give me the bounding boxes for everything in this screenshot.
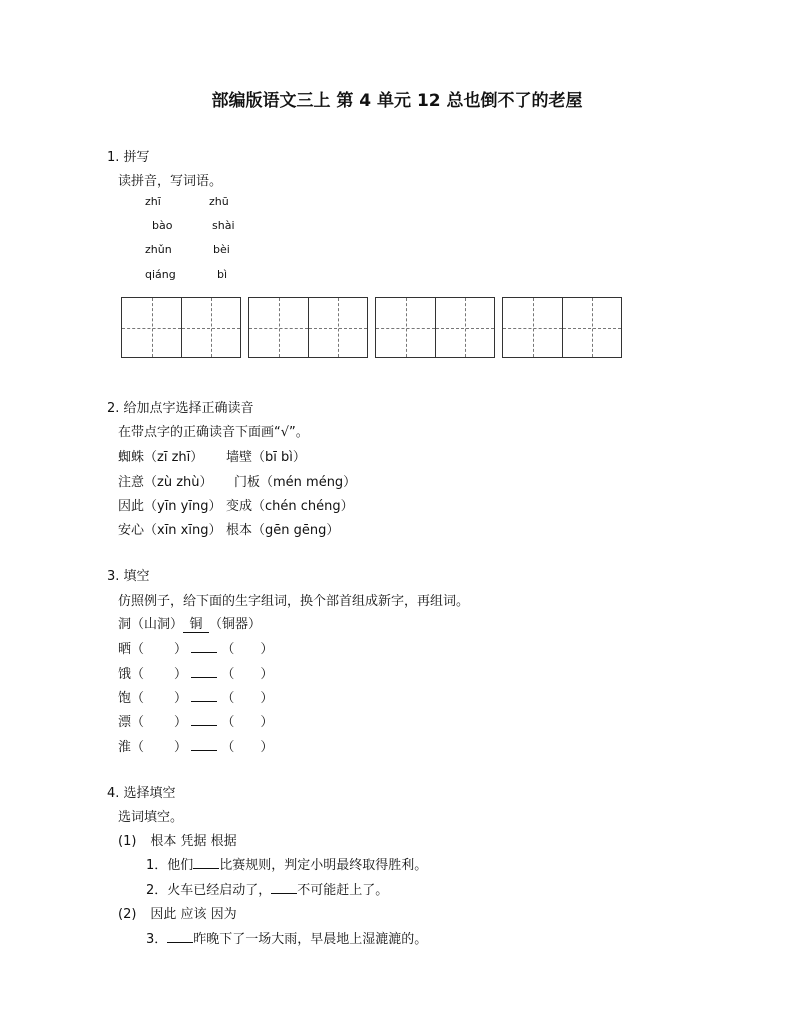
fill-blank[interactable] (271, 881, 297, 894)
writing-grid[interactable] (502, 297, 622, 358)
reading-choice: 墙壁（bī bì） (226, 450, 306, 465)
example-answer: 铜 (183, 618, 209, 633)
q2-instruction: 在带点字的正确读音下面画“√”。 (118, 425, 309, 440)
pinyin: qiáng (145, 268, 176, 281)
sentence-1: 1．他们 比赛规则，判定小明最终取得胜利。 (146, 858, 428, 873)
fill-blank[interactable] (191, 713, 217, 726)
fill-blank[interactable] (191, 640, 217, 653)
reading-choice: 变成（chén chéng） (226, 499, 354, 514)
fill-row: 淮（ ） （ ） (118, 740, 274, 755)
group-label: (2) (118, 907, 137, 922)
q3-heading: 3. 填空 (107, 569, 150, 584)
q4-heading: 4. 选择填空 (107, 786, 176, 801)
reading-choice: 根本（gēn gēng） (226, 523, 340, 538)
q1-instruction: 读拼音，写词语。 (118, 174, 223, 189)
fill-row: 晒（ ） （ ） (118, 642, 274, 657)
word-group-1 (118, 830, 237, 849)
pinyin: zhū (209, 195, 229, 208)
writing-grid[interactable] (121, 297, 241, 358)
reading-choice: 门板（mén méng） (234, 475, 357, 490)
q3-instruction: 仿照例子，给下面的生字组词，换个部首组成新字，再组词。 (118, 594, 470, 609)
fill-blank[interactable] (191, 738, 217, 751)
reading-choice: 因此（yīn yīng） (118, 499, 222, 514)
fill-row: 漂（ ） （ ） (118, 715, 274, 730)
fill-char: 饱（ (118, 691, 145, 706)
pinyin: zhī (145, 195, 161, 208)
q2-heading: 2. 给加点字选择正确读音 (107, 401, 254, 416)
word-group-2 (118, 903, 237, 922)
example-char: 洞（山洞） (118, 617, 184, 632)
reading-choice: 注意（zù zhù） (118, 475, 213, 490)
fill-char: 漂（ (118, 715, 145, 730)
fill-char: 淮（ (118, 740, 145, 755)
reading-choice: 蜘蛛（zī zhī） (118, 450, 204, 465)
q1-heading: 1. 拼写 (107, 150, 150, 165)
page-title: 部编版语文三上 第 4 单元 12 总也倒不了的老屋 (211, 91, 583, 111)
q3-example (118, 613, 261, 633)
writing-grid[interactable] (375, 297, 495, 358)
example-word: （铜器） (209, 617, 262, 632)
fill-blank[interactable] (191, 689, 217, 702)
fill-row: 饱（ ） （ ） (118, 691, 274, 706)
reading-choice: 安心（xīn xīng） (118, 523, 222, 538)
sentence-2: 2．火车已经启动了， 不可能赶上了。 (146, 883, 389, 898)
pinyin: bì (217, 268, 228, 281)
pinyin: shài (212, 219, 235, 232)
q4-instruction: 选词填空。 (118, 810, 184, 825)
pinyin: bèi (213, 243, 230, 256)
writing-grid[interactable] (248, 297, 368, 358)
fill-blank[interactable] (191, 665, 217, 678)
fill-row: 饿（ ） （ ） (118, 667, 274, 682)
pinyin: zhǔn (145, 243, 172, 256)
pinyin: bào (152, 219, 173, 232)
fill-blank[interactable] (167, 930, 193, 943)
fill-blank[interactable] (193, 856, 219, 869)
sentence-3: 3． 昨晚下了一场大雨，早晨地上湿漉漉的。 (146, 932, 428, 947)
group-words: 根本 凭据 根据 (150, 834, 237, 849)
group-words: 因此 应该 因为 (150, 907, 237, 922)
fill-char: 饿（ (118, 667, 145, 682)
fill-char: 晒（ (118, 642, 145, 657)
group-label: (1) (118, 834, 137, 849)
